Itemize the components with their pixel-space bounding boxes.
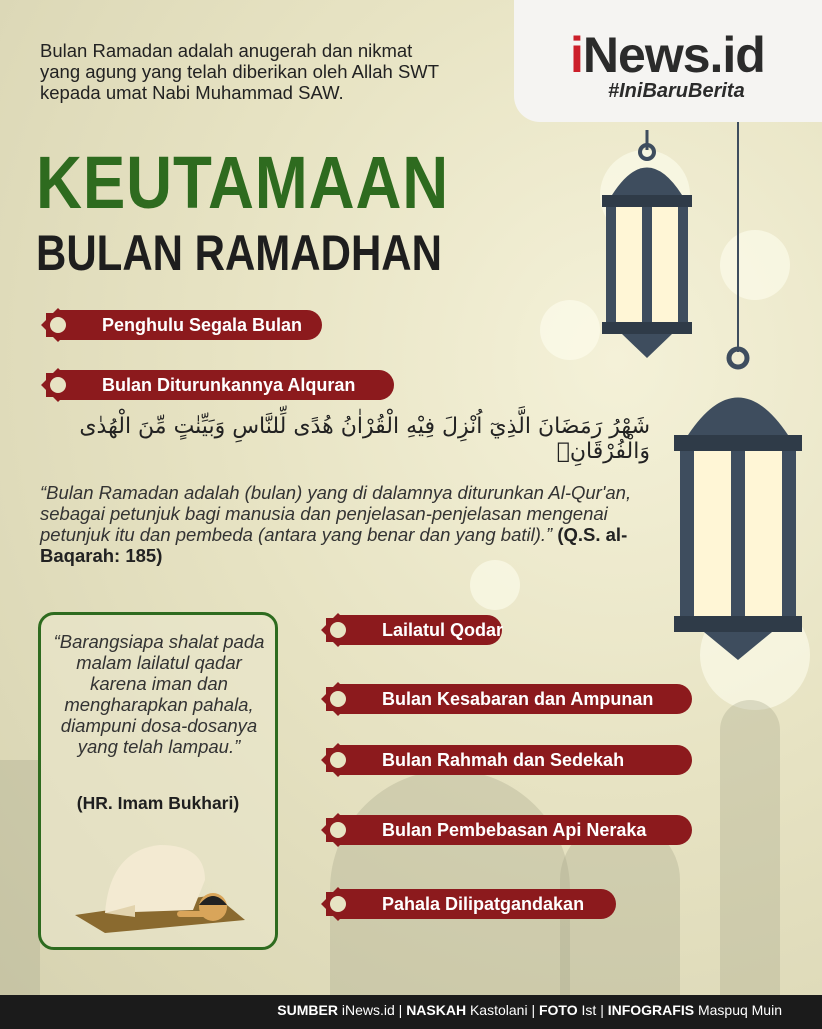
verse-translation	[40, 482, 640, 566]
star-ornament-icon	[318, 884, 358, 924]
verse-reference: (Q.S. al-Baqarah: 185)	[40, 524, 628, 566]
brand-tagline: #IniBaruBerita	[608, 80, 745, 102]
point-pill: Bulan Kesabaran dan Ampunan	[336, 684, 692, 714]
brand-logo[interactable]: iNews.id	[570, 27, 765, 83]
arabic-verse: شَهْرُ رَمَضَانَ الَّذِيٓ اُنْزِلَ فِيْهِ الْقُرْاٰنُ هُدًى لِّلنَّاسِ وَبَيِّنٰتٍ مِّنَ الْهُدٰى وَالْفُرْقَانِۚ	[79, 414, 650, 464]
point-pill: Bulan Rahmah dan Sedekah	[336, 745, 692, 775]
brand-logo-box	[514, 0, 822, 122]
point-pill: Bulan Diturunkannya Alquran	[56, 370, 394, 400]
star-ornament-icon	[318, 740, 358, 780]
hadith-source: (HR. Imam Bukhari)	[76, 793, 240, 813]
point-pill: Pahala Dilipatgandakan	[336, 889, 616, 919]
star-ornament-icon	[38, 365, 78, 405]
star-ornament-icon	[318, 810, 358, 850]
bokeh-light	[470, 560, 520, 610]
page-title: KEUTAMAAN	[36, 141, 450, 224]
point-pill: Penghulu Segala Bulan	[56, 310, 322, 340]
lantern-icon	[592, 130, 702, 360]
star-ornament-icon	[318, 679, 358, 719]
star-ornament-icon	[318, 610, 358, 650]
hadith-text: “Barangsiapa shalat pada malam lailatul qadar karena iman dan mengharapkan pahala, diampuni dosa-dosanya yang telah lampau.”	[53, 631, 265, 757]
bokeh-light	[540, 300, 600, 360]
point-pill: Lailatul Qodar	[336, 615, 502, 645]
translation-text: “Bulan Ramadan adalah (bulan) yang di dalamnya diturunkan Al-Qur'an, sebagai petunjuk bagi manusia dan penjelasan-penjelasan mengenai petunjuk itu dan pembeda (antara yang benar dan yang batil).”	[40, 482, 632, 545]
lantern-chain	[737, 122, 739, 352]
lantern-icon	[668, 340, 808, 660]
bokeh-light	[720, 230, 790, 300]
praying-figure-icon	[65, 825, 255, 935]
mosque-tower	[720, 700, 780, 995]
mosque-silhouette	[330, 770, 570, 995]
page-subtitle: BULAN RAMADHAN	[36, 225, 442, 281]
point-pill: Bulan Pembebasan Api Neraka	[336, 815, 692, 845]
star-ornament-icon	[38, 305, 78, 345]
intro-text: Bulan Ramadan adalah anugerah dan nikmat yang agung yang telah diberikan oleh Allah SWT kepada umat Nabi Muhammad SAW.	[40, 40, 439, 103]
hadith-box	[38, 612, 278, 950]
credits-footer: SUMBER iNews.id | NASKAH Kastolani | FOTO Ist | INFOGRAFIS Maspuq Muin	[0, 995, 822, 1029]
mosque-silhouette	[0, 760, 40, 995]
